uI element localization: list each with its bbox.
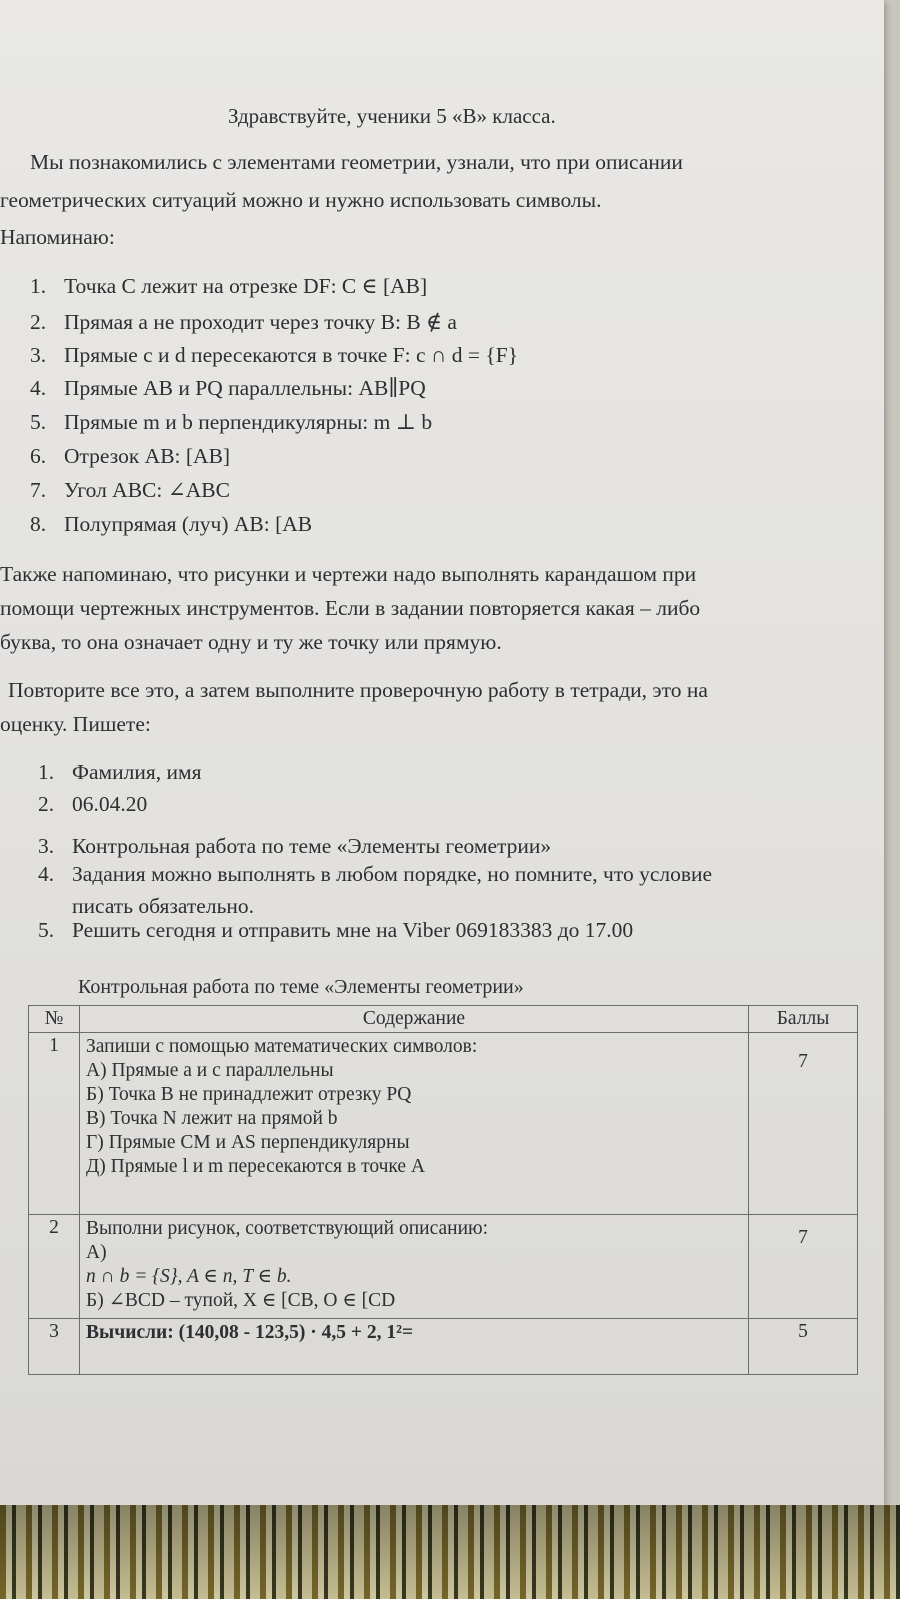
item-text: Решить сегодня и отправить мне на Viber 069183383 до 17.00 <box>72 918 634 942</box>
list-item <box>38 894 254 919</box>
task-number: 3 <box>29 1319 80 1375</box>
item-text: Угол ABC: ∠ABC <box>64 478 230 502</box>
item-number: 3. <box>38 834 55 858</box>
repeat-line-1: Повторите все это, а затем выполните проверочную работу в тетради, это на <box>8 678 708 702</box>
task-line: Д) Прямые l и m пересекаются в точке A <box>86 1156 426 1177</box>
task-line: Г) Прямые CM и AS перпендикулярны <box>86 1132 410 1153</box>
table-row <box>29 1319 858 1375</box>
item-text: писать обязательно. <box>72 894 255 918</box>
item-number: 6. <box>30 444 47 468</box>
item-number: 4. <box>38 862 55 886</box>
intro-line-2: геометрических ситуаций можно и нужно использовать символы. <box>0 188 602 212</box>
item-number: 2. <box>30 310 47 334</box>
task-score: 7 <box>749 1033 858 1215</box>
item-text: Прямые AB и PQ параллельны: AB∥PQ <box>64 376 426 400</box>
task-line: Б) ∠BCD – тупой, X ∈ [CB, O ∈ [CD <box>86 1290 396 1311</box>
item-text: Фамилия, имя <box>72 760 202 784</box>
also-line-2: помощи чертежных инструментов. Если в задании повторяется какая – либо <box>0 596 701 620</box>
item-number: 4. <box>30 376 47 400</box>
list-item <box>30 444 230 469</box>
task-line: В) Точка N лежит на прямой b <box>86 1108 338 1129</box>
header-content: Содержание <box>80 1006 749 1033</box>
task-line: Выполни рисунок, соответствующий описанию: <box>86 1218 489 1239</box>
test-table <box>28 1005 858 1375</box>
intro-line-3: Напоминаю: <box>0 225 115 249</box>
also-line-3: буква, то она означает одну и ту же точку или прямую. <box>0 630 502 654</box>
task-content <box>80 1319 749 1375</box>
intro-line-1: Мы познакомились с элементами геометрии, узнали, что при описании <box>30 150 683 174</box>
list-item <box>30 274 427 299</box>
item-number: 5. <box>30 410 47 434</box>
item-number: 2. <box>38 792 55 816</box>
task-line: n ∩ b = {S}, A ∈ n, T ∈ b. <box>86 1266 292 1287</box>
item-text: Отрезок AB: [AB] <box>64 444 231 468</box>
repeat-line-2: оценку. Пишете: <box>0 712 151 736</box>
task-content <box>80 1033 749 1215</box>
item-number: 1. <box>30 274 47 298</box>
item-text: Прямые m и b перпендикулярны: m ⊥ b <box>64 410 433 434</box>
list-item <box>30 512 312 537</box>
task-score: 7 <box>749 1215 858 1319</box>
task-number: 1 <box>29 1033 80 1215</box>
item-text: 06.04.20 <box>72 792 148 816</box>
list-item <box>38 918 633 943</box>
header-number: № <box>29 1006 80 1033</box>
item-number: 8. <box>30 512 47 536</box>
item-text: Задания можно выполнять в любом порядке, но помните, что условие <box>72 862 713 886</box>
list-item <box>30 343 518 368</box>
list-item <box>38 792 147 817</box>
task-number: 2 <box>29 1215 80 1319</box>
task-line: А) <box>86 1242 107 1263</box>
list-item <box>30 376 426 401</box>
table-row <box>29 1215 858 1319</box>
table-caption: Контрольная работа по теме «Элементы геометрии» <box>78 976 524 998</box>
greeting-heading: Здравствуйте, ученики 5 «В» класса. <box>228 104 556 128</box>
item-text: Полупрямая (луч) AB: [AB <box>64 512 313 536</box>
table-header-row <box>29 1006 858 1033</box>
list-item <box>38 760 202 785</box>
task-line: Вычисли: (140,08 - 123,5) · 4,5 + 2, 1²= <box>86 1322 414 1343</box>
item-text: Прямая a не проходит через точку B: B ∉ a <box>64 310 457 334</box>
task-content <box>80 1215 749 1319</box>
item-number: 3. <box>30 343 47 367</box>
task-line: Б) Точка В не принадлежит отрезку PQ <box>86 1084 412 1105</box>
item-text: Точка C лежит на отрезке DF: C ∈ [AB] <box>64 274 428 298</box>
task-line: Запиши с помощью математических символов: <box>86 1036 478 1057</box>
item-number: 5. <box>38 918 55 942</box>
list-item <box>38 834 551 859</box>
item-text: Контрольная работа по теме «Элементы геометрии» <box>72 834 552 858</box>
item-number: 1. <box>38 760 55 784</box>
list-item <box>30 310 457 335</box>
table-row <box>29 1033 858 1215</box>
carpet-shadow <box>0 1505 900 1599</box>
item-text: Прямые c и d пересекаются в точке F: c ∩ d = {F} <box>64 343 519 367</box>
header-score: Баллы <box>749 1006 858 1033</box>
task-line: А) Прямые a и c параллельны <box>86 1060 334 1081</box>
item-number: 7. <box>30 478 47 502</box>
list-item <box>30 478 230 503</box>
list-item <box>30 410 432 435</box>
list-item <box>38 862 712 887</box>
also-line-1: Также напоминаю, что рисунки и чертежи надо выполнять карандашом при <box>0 562 697 586</box>
task-score: 5 <box>749 1319 858 1375</box>
